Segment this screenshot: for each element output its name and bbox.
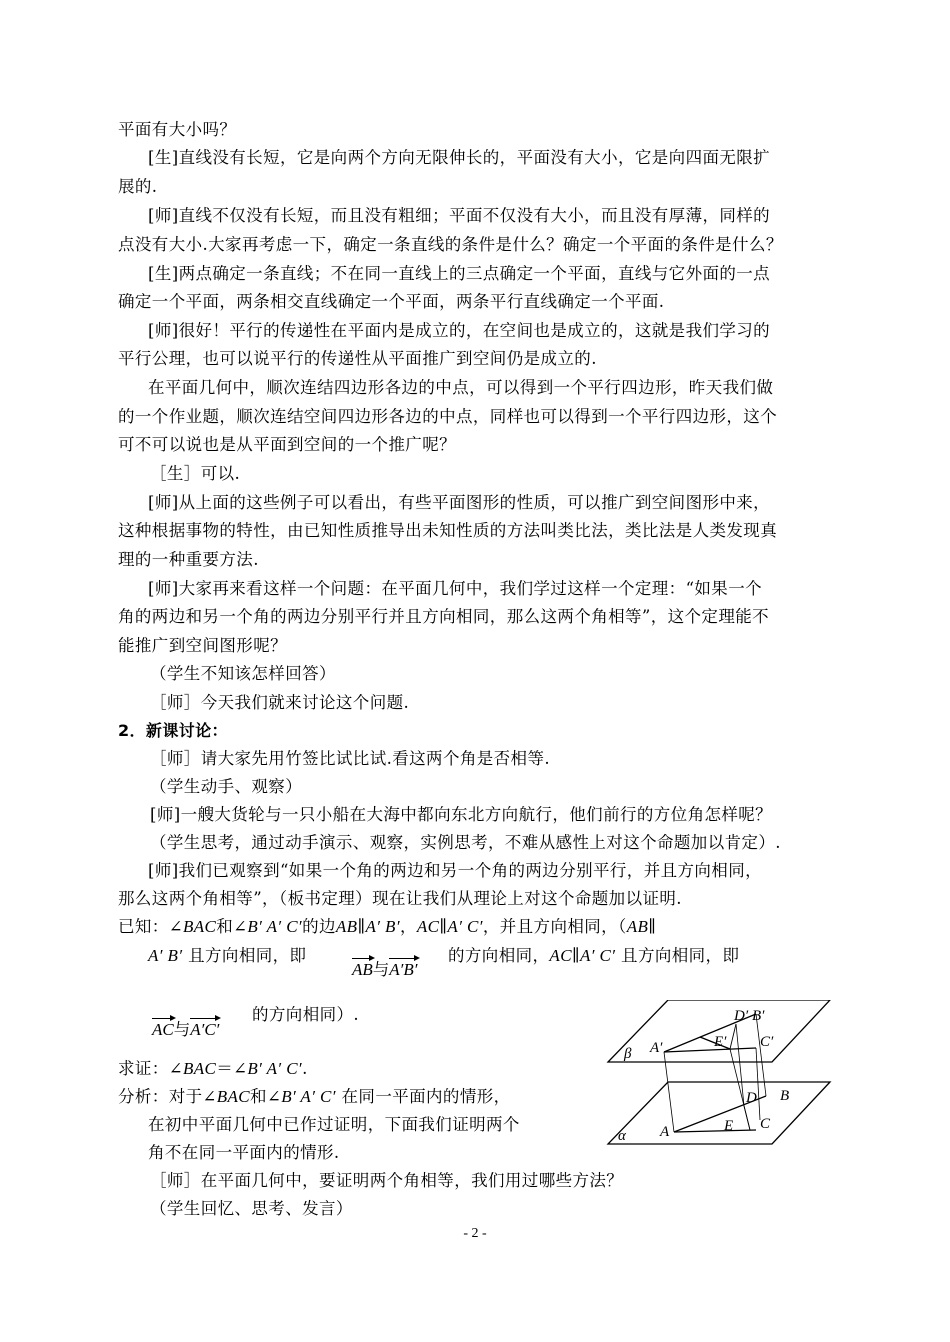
- label-e1: E′: [714, 1034, 727, 1050]
- text-line: [师]我们已观察到“如果一个角的两边和另一个角的两边分别平行，并且方向相同，: [148, 861, 763, 880]
- text-line: ［师］请大家先用竹签比试比试.看这两个角是否相等.: [150, 749, 550, 768]
- plane-beta: [608, 1000, 830, 1062]
- plane-alpha: [608, 1082, 830, 1144]
- text-line: 平面有大小吗？: [118, 120, 237, 139]
- given-line: 已知：∠BAC和∠B′ A′ C′的边AB∥A′ B′，AC∥A′ C′，并且方向相同，（AB∥: [118, 917, 657, 936]
- label-c: C: [760, 1116, 771, 1132]
- text-line: 这种根据事物的特性，由已知性质推导出未知性质的方法叫类比法，类比法是人类发现真: [118, 521, 778, 540]
- line-a1-c1: [664, 1048, 756, 1052]
- line-d1-d: [736, 1024, 744, 1106]
- label-b: B: [780, 1088, 790, 1104]
- label-beta: β: [624, 1046, 632, 1062]
- text-line: [师]很好！平行的传递性在平面内是成立的，在空间也是成立的，这就是我们学习的: [148, 321, 771, 340]
- text-line: 的一个作业题，顺次连结空间四边形各边的中点，同样也可以得到一个平行四边形，这个: [118, 407, 778, 426]
- text-line: 理的一种重要方法.: [118, 550, 259, 569]
- label-d1: D′: [734, 1008, 749, 1024]
- text-line: [生]两点确定一条直线；不在同一直线上的三点确定一个平面，直线与它外面的一点: [148, 264, 771, 283]
- text-line: （学生回忆、思考、发言）: [150, 1199, 353, 1218]
- label-a: A: [660, 1124, 670, 1140]
- text-line: 点没有大小.大家再考虑一下，确定一条直线的条件是什么？确定一个平面的条件是什么？: [118, 235, 783, 254]
- given-line-2-tail: 的方向相同，AC∥A′ C′ 且方向相同，即: [448, 946, 740, 965]
- text-line: [生]直线没有长短，它是向两个方向无限伸长的，平面没有大小，它是向四面无限扩: [148, 148, 771, 167]
- line-c1-c: [756, 1048, 760, 1120]
- label-e: E: [724, 1118, 734, 1134]
- line-a1-a: [664, 1052, 674, 1132]
- text-line: 平行公理，也可以说平行的传递性从平面推广到空间仍是成立的.: [118, 349, 597, 368]
- label-alpha: α: [618, 1128, 626, 1144]
- text-line: 能推广到空间图形呢？: [118, 636, 287, 655]
- text-line: ［师］在平面几何中，要证明两个角相等，我们用过哪些方法？: [150, 1171, 624, 1190]
- page-number: - 2 -: [463, 1226, 487, 1241]
- section-heading: 2．新课讨论：: [118, 721, 228, 740]
- text-line: [师]从上面的这些例子可以看出，有些平面图形的性质，可以推广到空间图形中来，: [148, 493, 771, 512]
- text-line: 确定一个平面，两条相交直线确定一个平面，两条平行直线确定一个平面.: [118, 292, 665, 311]
- text-line: [师]大家再来看这样一个问题：在平面几何中，我们学过这样一个定理：“如果一个: [148, 579, 763, 598]
- text-line: （学生不知该怎样回答）: [150, 664, 336, 683]
- text-line: 可不可以说也是从平面到空间的一个推广呢？: [118, 435, 456, 454]
- analysis-line: 分析：对于∠BAC和∠B′ A′ C′ 在同一平面内的情形，: [118, 1087, 511, 1106]
- prove-line: 求证：∠BAC＝∠B′ A′ C′.: [118, 1059, 308, 1078]
- geometry-figure: [604, 1000, 844, 1148]
- label-d: D: [746, 1090, 757, 1106]
- line-a-c: [674, 1130, 756, 1132]
- vector-ac-pair: AC与A′C′: [152, 1020, 220, 1039]
- vector-ab-pair: AB与A′B′: [352, 960, 418, 979]
- label-c1: C′: [760, 1034, 774, 1050]
- label-b1: B′: [752, 1008, 765, 1024]
- text-line: [师]直线不仅没有长短，而且没有粗细；平面不仅没有大小，而且没有厚薄，同样的: [148, 206, 771, 225]
- line-d1-e1b: [730, 1024, 736, 1049]
- text-line: ［生］可以.: [150, 464, 241, 483]
- text-line: 展的.: [118, 177, 158, 196]
- text-line: 在平面几何中，顺次连结四边形各边的中点，可以得到一个平行四边形，昨天我们做: [148, 378, 774, 397]
- given-line-2: A′ B′ 且方向相同，即: [148, 946, 307, 965]
- text-line: [师]一艘大货轮与一只小船在大海中都向东北方向航行，他们前行的方位角怎样呢？: [150, 805, 773, 824]
- analysis-line-3: 角不在同一平面内的情形.: [148, 1143, 340, 1162]
- text-line: （学生思考，通过动手演示、观察，实例思考，不难从感性上对这个命题加以肯定）.: [150, 833, 781, 852]
- text-line: 那么这两个角相等”，（板书定理）现在让我们从理论上对这个命题加以证明.: [118, 889, 682, 908]
- text-line: （学生动手、观察）: [150, 777, 303, 796]
- line-b1-b: [756, 1014, 766, 1096]
- given-line-3-tail: 的方向相同）.: [252, 1005, 360, 1024]
- analysis-line-2: 在初中平面几何中已作过证明，下面我们证明两个: [148, 1115, 520, 1134]
- text-line: ［师］今天我们就来讨论这个问题.: [150, 693, 410, 712]
- label-a1: A′: [650, 1040, 663, 1056]
- text-line: 角的两边和另一个角的两边分别平行并且方向相同，那么这两个角相等”，这个定理能不: [118, 607, 770, 626]
